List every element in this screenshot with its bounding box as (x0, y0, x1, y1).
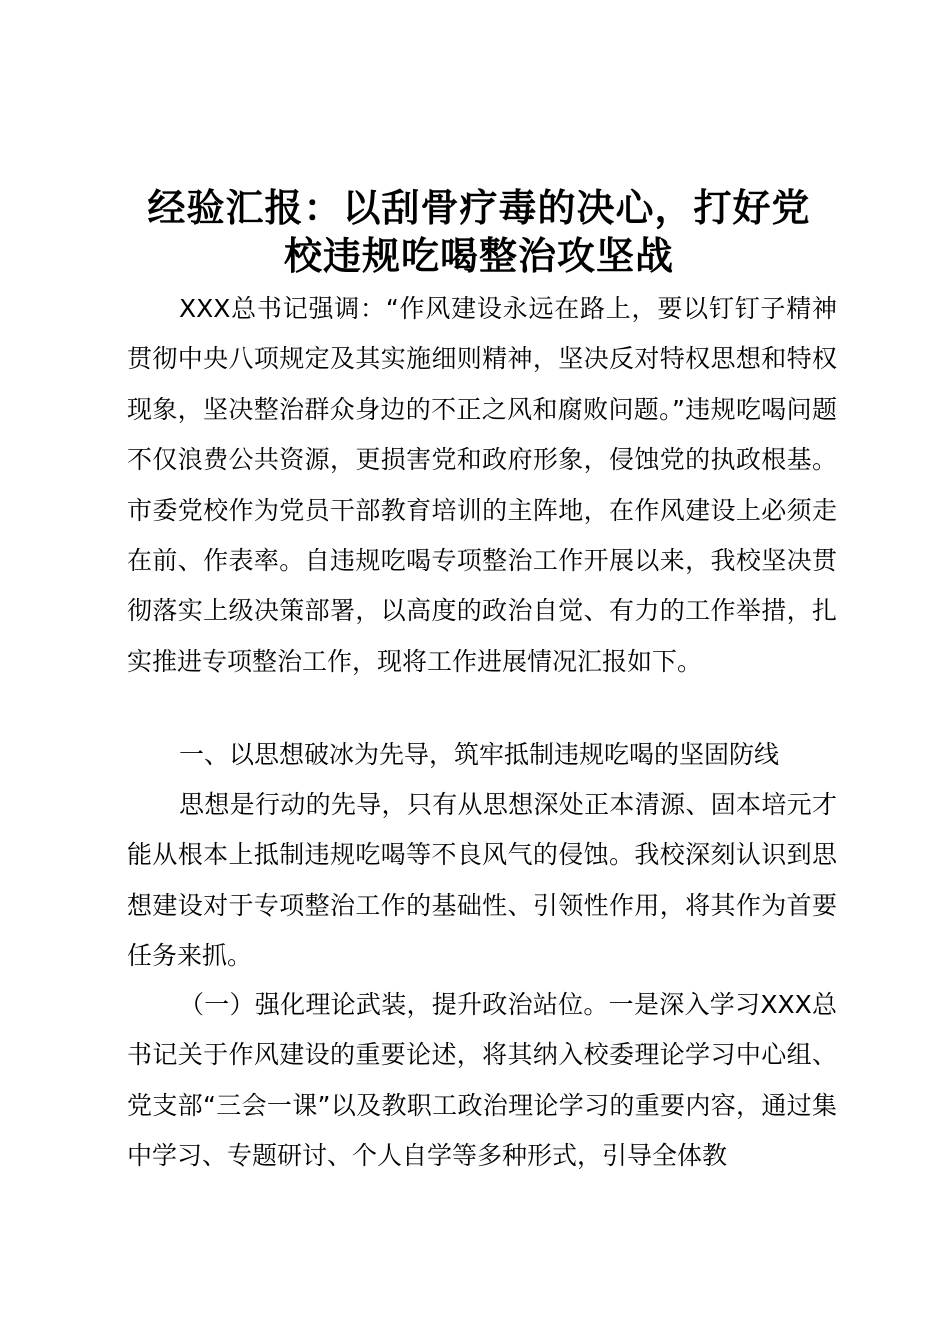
document-title (120, 184, 838, 280)
subsection-1-paragraph: （一）强化理论武装，提升政治站位。一是深入学习XXX总书记关于作风建设的重要论述，将其纳入校委理论学习中心组、党支部“三会一课”以及教职工政治理论学习的重要内容，通过集中学习、专题研讨、个人自学等多种形式，引导全体教 (127, 990, 837, 1171)
intro-paragraph: XXX总书记强调：“作风建设永远在路上，要以钉钉子精神贯彻中央八项规定及其实施细则精神，坚决反对特权思想和特权现象，坚决整治群众身边的不正之风和腐败问题。”违规吃喝问题不仅浪费公共资源，更损害党和政府形象，侵蚀党的执政根基。市委党校作为党员干部教育培训的主阵地，在作风建设上必须走在前、作表率。自违规吃喝专项整治工作开展以来，我校坚决贯彻落实上级决策部署，以高度的政治自觉、有力的工作举措，扎实推进专项整治工作，现将工作进展情况汇报如下。 (127, 294, 837, 676)
section-1-paragraph: 思想是行动的先导，只有从思想深处正本清源、固本培元才能从根本上抵制违规吃喝等不良风气的侵蚀。我校深刻认识到思想建设对于专项整治工作的基础性、引领性作用，将其作为首要任务来抓。 (127, 790, 837, 971)
section-heading-1: 一、以思想破冰为先导，筑牢抵制违规吃喝的坚固防线 (179, 740, 780, 769)
title-line-2: 校违规吃喝整治攻坚战 (283, 233, 674, 278)
title-line-1: 经验汇报：以刮骨疗毒的决心，打好党 (147, 185, 811, 230)
